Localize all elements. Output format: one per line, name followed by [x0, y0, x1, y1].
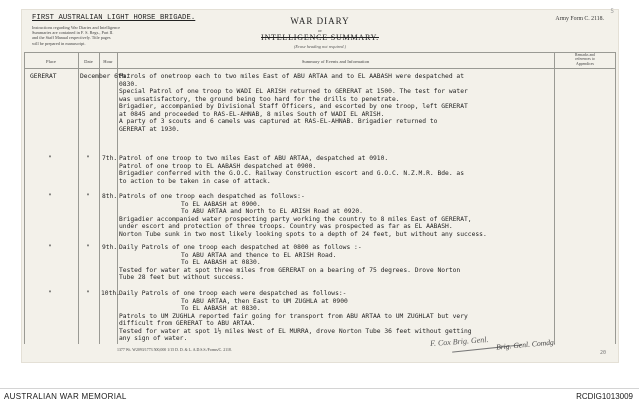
corner-mark: 5 — [610, 8, 614, 15]
diary-subtitle: INTELLIGENCE SUMMARY. — [261, 33, 379, 42]
entry-line: under escort and protection of three troops. Country was prospected as far as EL AABASH. — [119, 223, 453, 230]
entry-line: Brigadier conferred with the G.O.C. Railway Construction escort and G.O.C. N.Z.M.R. Bde. as — [119, 170, 464, 177]
header-bottom-rule — [24, 68, 616, 69]
entry-line: any sign of water. — [119, 335, 188, 342]
column-divider — [615, 52, 616, 344]
entry-line: Patrols of onetroop each to two miles East of ABU ARTAA and to EL AABASH were despatched at — [119, 73, 464, 80]
entry-day: 8th. — [102, 193, 118, 200]
entry-place: " — [48, 155, 52, 162]
col-header-hour: Hour — [103, 59, 113, 64]
diary-or: or — [318, 28, 322, 33]
entry-line: Daily Patrols of one troop each despatched at 0800 as follows :- — [119, 244, 362, 251]
instructions-line: Instructions regarding War Diaries and Intelligence — [32, 25, 120, 30]
entry-line: Special Patrol of one troop to WADI EL ARISH returned to GERERAT at 1500. The test for water — [119, 88, 468, 95]
entry-line: Brigadier accompanied water prospecting party working the country to 8 miles East of GERERAT, — [119, 215, 472, 223]
table-top-rule — [24, 52, 616, 53]
entry-line: Brigadier, accompanied by Divisional Staff Officers, and escorted by one troop, left GERERAT — [119, 103, 468, 110]
entry-place: GERERAT — [30, 73, 57, 80]
entry-line: Patrol of one troop to EL AABASH despatched at 0900. — [119, 162, 317, 170]
entry-date: " — [86, 193, 90, 200]
instructions-line: Summaries are contained in F. S. Regs., Part II. — [32, 30, 114, 36]
page-number: 20 — [600, 350, 607, 356]
entry-date: " — [86, 155, 90, 162]
entry-line: Patrols of one troop each despatched as follows:- — [119, 193, 305, 200]
entry-line: to action to be taken in case of attack. — [119, 177, 271, 185]
brigade-title: FIRST AUSTRALIAN LIGHT HORSE BRIGADE. — [32, 14, 196, 22]
archive-name: AUSTRALIAN WAR MEMORIAL — [4, 392, 127, 401]
entry-line: 0830. — [119, 80, 138, 88]
entry-line: difficult from GERERAT to ABU ARTAA. — [119, 320, 256, 327]
entry-line: To EL AABASH at 0830. — [181, 259, 261, 266]
column-divider — [24, 52, 25, 344]
entry-line: Tested for water at spot 1½ miles West of EL MURRA, drove Norton Tube 36 feet without getting — [119, 327, 472, 335]
entry-place: " — [48, 290, 52, 297]
entry-line: at 0845 and proceeded to RAS-EL-AHNAB, 8 miles South of WADI EL ARISH. — [119, 110, 385, 118]
entry-date: " — [86, 290, 90, 297]
entry-line: GERERAT at 1930. — [119, 125, 180, 133]
entry-line: Tube 28 feet but without success. — [119, 274, 245, 281]
diary-sheet — [22, 10, 618, 362]
column-divider — [78, 52, 79, 344]
col-header-remarks-line: Appendices — [576, 61, 594, 66]
entry-day: 7th. — [102, 155, 118, 162]
signature: F. Cox Brig. Genl. — [429, 334, 489, 349]
entry-line: Norton Tube sunk in two most likely looking spots to a depth of 24 feet, but without any success. — [119, 230, 487, 238]
column-divider — [99, 52, 100, 344]
entry-line: To EL AABASH at 0900. — [181, 200, 261, 208]
col-header-place: Place — [46, 59, 56, 64]
entry-line: Patrol of one troop to two miles East of ABU ARTAA, despatched at 0910. — [119, 155, 389, 162]
entry-place: " — [48, 193, 52, 200]
entry-line: To ABU ARTAA and North to EL ARISH Road at 0920. — [181, 208, 363, 215]
entry-line: To EL AABASH at 0830. — [181, 305, 261, 312]
entry-line: To ABU ARTAA, then East to UM ZUGHLA at 0900 — [181, 297, 348, 305]
entry-date: December 6th. — [80, 73, 130, 80]
entry-line: To ABU ARTAA and thence to EL ARISH Road. — [181, 251, 337, 259]
col-header-remarks — [554, 53, 616, 66]
army-form-label: Army Form C. 2118. — [555, 16, 604, 22]
form-print-line: 1377 Wt. W2093/1773 500,000 1/15 D. D. & L. A.D.S.S./Forms/C. 2118. — [117, 348, 232, 352]
col-header-remarks-line: references to — [575, 57, 595, 62]
diary-title: WAR DIARY — [290, 16, 350, 26]
col-header-date: Date — [84, 59, 93, 64]
col-header-remarks-line: Remarks and — [575, 53, 595, 57]
col-header-summary: Summary of Events and Information — [301, 59, 370, 64]
archive-caption-bar — [0, 388, 639, 406]
instructions-line: will be prepared in manuscript. — [32, 40, 86, 46]
entry-place: " — [48, 244, 52, 251]
entry-line: was unsatisfactory, the ground being too hard for the drills to penetrate. — [119, 95, 400, 103]
entry-line: Daily Patrols of one troop each were despatched as follows:- — [119, 290, 347, 297]
signature-note: Brig. Genl. Comdg. — [495, 337, 556, 352]
column-divider — [554, 52, 555, 344]
entry-day: 10th. — [101, 290, 120, 297]
entry-day: 9th. — [102, 244, 118, 251]
diary-note: (Erase heading not required.) — [293, 44, 347, 49]
record-id: RCDIG1013009 — [576, 392, 633, 401]
entry-line: Patrols to UM ZUGHLA reported fair going for transport from ABU ARTAA to UM ZUGHLAT but very — [119, 312, 468, 320]
entry-line: Tested for water at spot three miles from GERERAT on a bearing of 75 degrees. Drove Norton — [119, 266, 461, 274]
instructions-line: and the Staff Manual respectively. Title pages — [32, 35, 111, 41]
entry-date: " — [86, 244, 90, 251]
entry-line: A party of 3 scouts and 6 camels was captured at RAS-EL-AHNAB. Brigadier returned to — [119, 118, 438, 125]
